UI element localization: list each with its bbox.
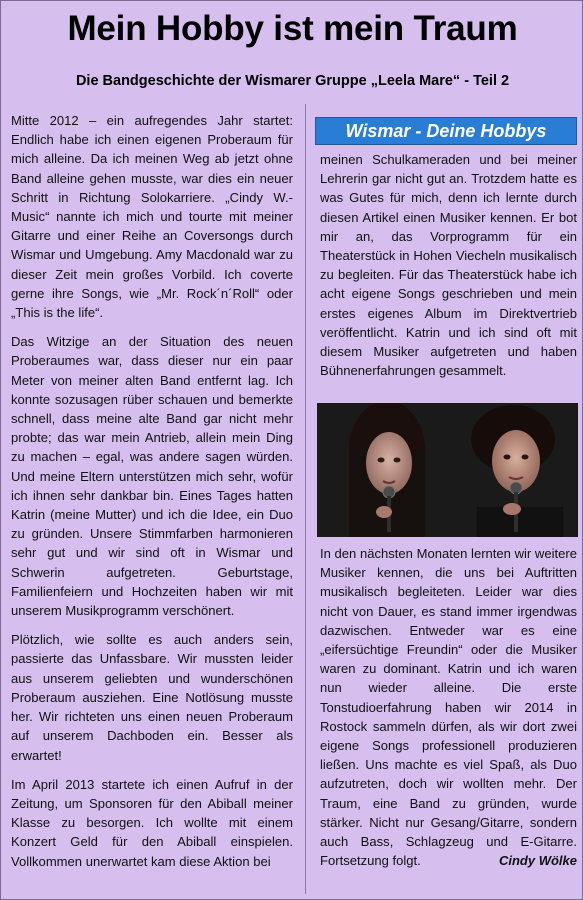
closing-line — [320, 853, 421, 868]
continuation-note: Fortsetzung folgt. — [320, 853, 421, 869]
column-divider — [305, 104, 306, 894]
page-subtitle: Die Bandgeschichte der Wismarer Gruppe „Leela Mare“ - Teil 2 — [75, 73, 510, 89]
paragraph: meinen Schulkameraden und bei meiner Lehrerin gar nicht gut an. Trotzdem hatte es was Gutes für mich, denn ich lernte durch diesen Artikel einen Musiker kennen. Er bot mir an, das Vorprogramm für ein Theaterstück in Hohen Viecheln musikalisch zu begleiten. Für das Theaterstück habe ich acht eigene Songs geschrieben und mein erstes eigenes Album im Direktvertrieb veröffentlicht. Katrin und ich sind oft mit diesem Musiker aufgetreten und haben Bühnenerfahrungen gesammelt. — [320, 152, 577, 379]
paragraph-text: In den nächsten Monaten lernten wir weitere Musiker kennen, die uns bei Auftritten musikalisch begleiteten. Leider war dies nicht von Dauer, es stand immer irgendwas dazwischen. Entweder war es eine „eifersüchtige Freundin“ oder die Musiker waren zu dominant. Katrin und ich waren nun wieder alleine. Die erste Tonstudioerfahrung haben wir 2014 in Rostock sammeln dürfen, als wir dort zwei eigene Songs professionell produzieren ließen. Uns machte es viel Spaß, als Duo aufzutreten, doch wir wollten mehr. Der Traum, eine Band zu gründen, wurde stärker. Nicht nur Gesang/Gitarre, sondern auch Bass, Schlagzeug und E-Gitarre. — [320, 546, 577, 850]
paragraph: Plötzlich, wie sollte es auch anders sein, passierte das Unfassbare. Wir mussten leider aus unserem geliebten und wunderschönen Proberaum ausziehen. Eine Notlösung musste her. Wir richteten uns einen neuen Proberaum auf unserem Dachboden ein. Besser als erwartet! — [11, 632, 293, 763]
band-photo — [317, 403, 578, 537]
paragraph: Mitte 2012 – ein aufregendes Jahr startet: Endlich habe ich einen eigenen Proberaum für mich alleine. Da ich meinen Weg ab jetzt ohne Band alleine gehen musste, war dies ein neuer Schritt in Richtung Solokarriere. „Cindy W.-Music“ nannte ich mich und tourte mit meiner Gitarre und einer Reihe an Coversongs durch Wismar und Umgebung. Amy Macdonald war zu dieser Zeit mein großes Vorbild. Ich coverte gerne ihre Songs, wie „Mr. Rock´n´Roll“ oder „This is the life“. — [11, 113, 293, 321]
paragraph — [320, 544, 577, 870]
band-photo-image — [317, 403, 578, 537]
right-column-top — [320, 150, 577, 390]
author-name: Cindy Wölke — [498, 853, 577, 869]
left-column — [11, 111, 293, 881]
section-banner: Wismar - Deine Hobbys — [315, 117, 577, 145]
paragraph: Im April 2013 startete ich einen Aufruf in der Zeitung, um Sponsoren für den Abiball meiner Klasse zu besorgen. Ich wollte mit einem Konzert Geld für den Abiball einspielen. Vollkommen unerwartet kam diese Aktion bei — [11, 776, 293, 869]
paragraph: Das Witzige an der Situation des neuen Proberaumes war, dass dieser nur ein paar Meter von meiner alten Band entfernt lag. Ich konnte sozusagen rüber schauen und bemerkte schnell, dass meine alte Band gar nicht mehr probte; das war mein Antrieb, allein mein Ding zu machen – egal, was andere sagen würden. Und meine Eltern unterstützen mich sehr, wofür ich ihnen sehr dankbar bin. Eines Tages hatten Katrin (meine Mutter) und ich die Idee, ein Duo zu gründen. Unsere Stimmfarben harmonieren sehr gut und wir sind oft in Wismar und Schwerin aufgetreten. Geburtstage, Familienfeiern und Hochzeiten haben wir mit unserem Musikprogramm verschönert. — [11, 334, 293, 619]
right-column-bottom — [320, 544, 577, 880]
page-title: Mein Hobby ist mein Traum — [67, 9, 518, 48]
